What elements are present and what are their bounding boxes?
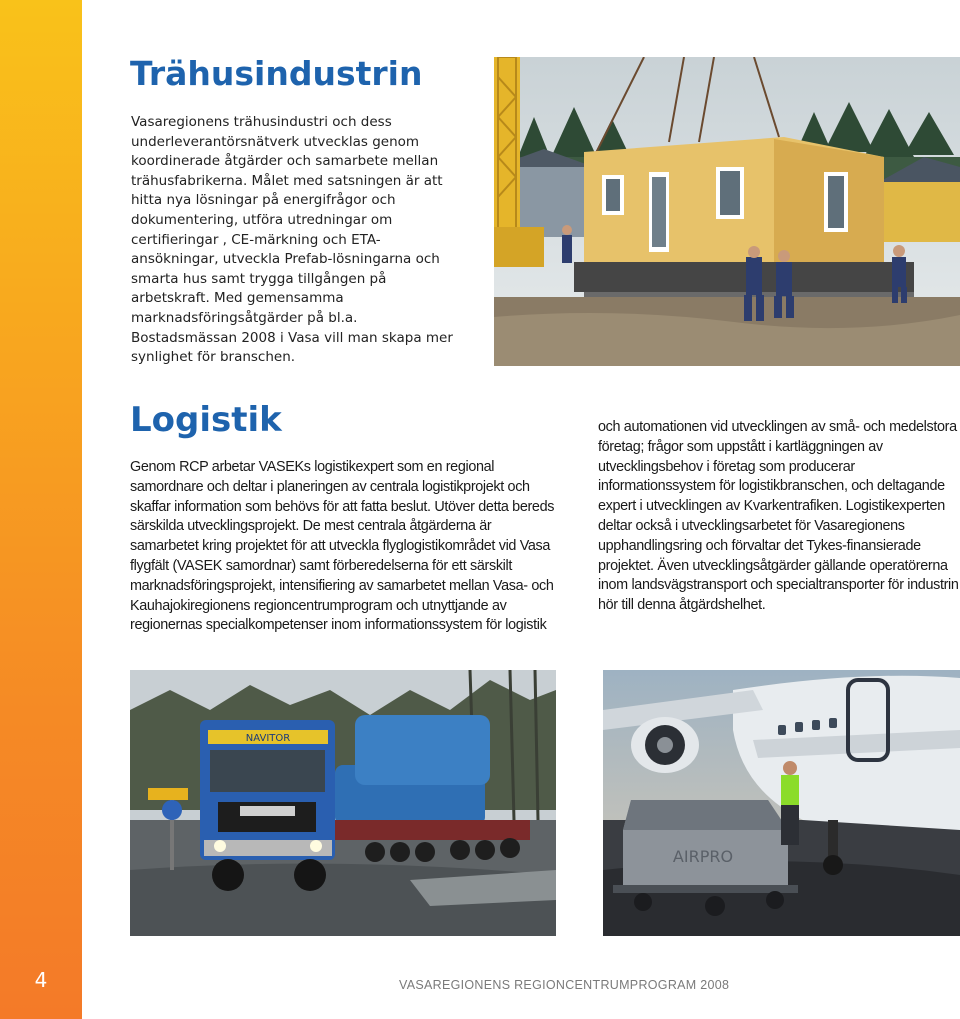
footer-title: VASAREGIONENS REGIONCENTRUMPROGRAM 2008: [399, 978, 730, 992]
air-cargo-photo: [603, 670, 960, 936]
cart-text: AIRPRO: [672, 847, 734, 866]
truck-transport-photo: [130, 670, 556, 936]
logistik-column-right: och automationen vid utvecklingen av små- och medelstora företag; frågor som uppstått i kartläggningen av utvecklingsbehov i företag som producerar informationssystem för logistikbranschen, och deltagande expert i utvecklingen av Kvarkentrafiken. Logistikexperten deltar också i utvecklingsarbetet för Vasaregionens upphandlingsring och förvaltar det Tykes-finansierade projektet. Även utvecklingsåtgärder gällande operatörerna inom landsvägstransport och specialtransporter för industrin hör till denna åtgärdshelhet.: [598, 419, 959, 614]
logistik-column-left: Genom RCP arbetar VASEKs logistikexpert som en regional samordnare och deltar i planeringen av centrala logistikprojekt och skaffar information som behövs för att fatta beslut. Utöver detta bereds särskilda utvecklingsprojekt. De mest centrala åtgärderna är samarbetet kring projektet för att utveckla flyglogistikområdet vid Vasa flygfält (VASEK samordnar) samt förberedelserna för ett särskilt marknadsföringsprojekt, intensifiering av samarbetet mellan Vasa- och Kauhajokiregionens regioncentrumprogram och utnyttjande av regionernas specialkompetenser inom informationssystem för logistik: [130, 459, 555, 634]
truck-cab-text: NAVITOR: [245, 733, 291, 744]
orange-side-band: [0, 0, 82, 1019]
heading-trahusindustrin: Trähusindustrin: [130, 54, 423, 93]
prefab-house-photo: [494, 57, 960, 366]
page-number: 4: [34, 968, 48, 992]
heading-logistik: Logistik: [130, 400, 282, 440]
intro-paragraph: Vasaregionens trähusindustri och dess underleverantörsnätverk utvecklas genom koordinerade åtgärder och samarbete mellan trähusfabrikerna. Målet med satsningen är att hitta nya lösningar på energifrågor och dokumentering, utföra utredningar om certifieringar , CE-märkning och ETA-ansökningar, utveckla Prefab-lösningarna och smarta hus samt trygga tillgången på arbetskraft. Med gemensamma marknadsföringsåtgärder på bl.a. Bostadsmässan 2008 i Vasa vill man skapa mer synlighet för branschen.: [131, 114, 453, 366]
